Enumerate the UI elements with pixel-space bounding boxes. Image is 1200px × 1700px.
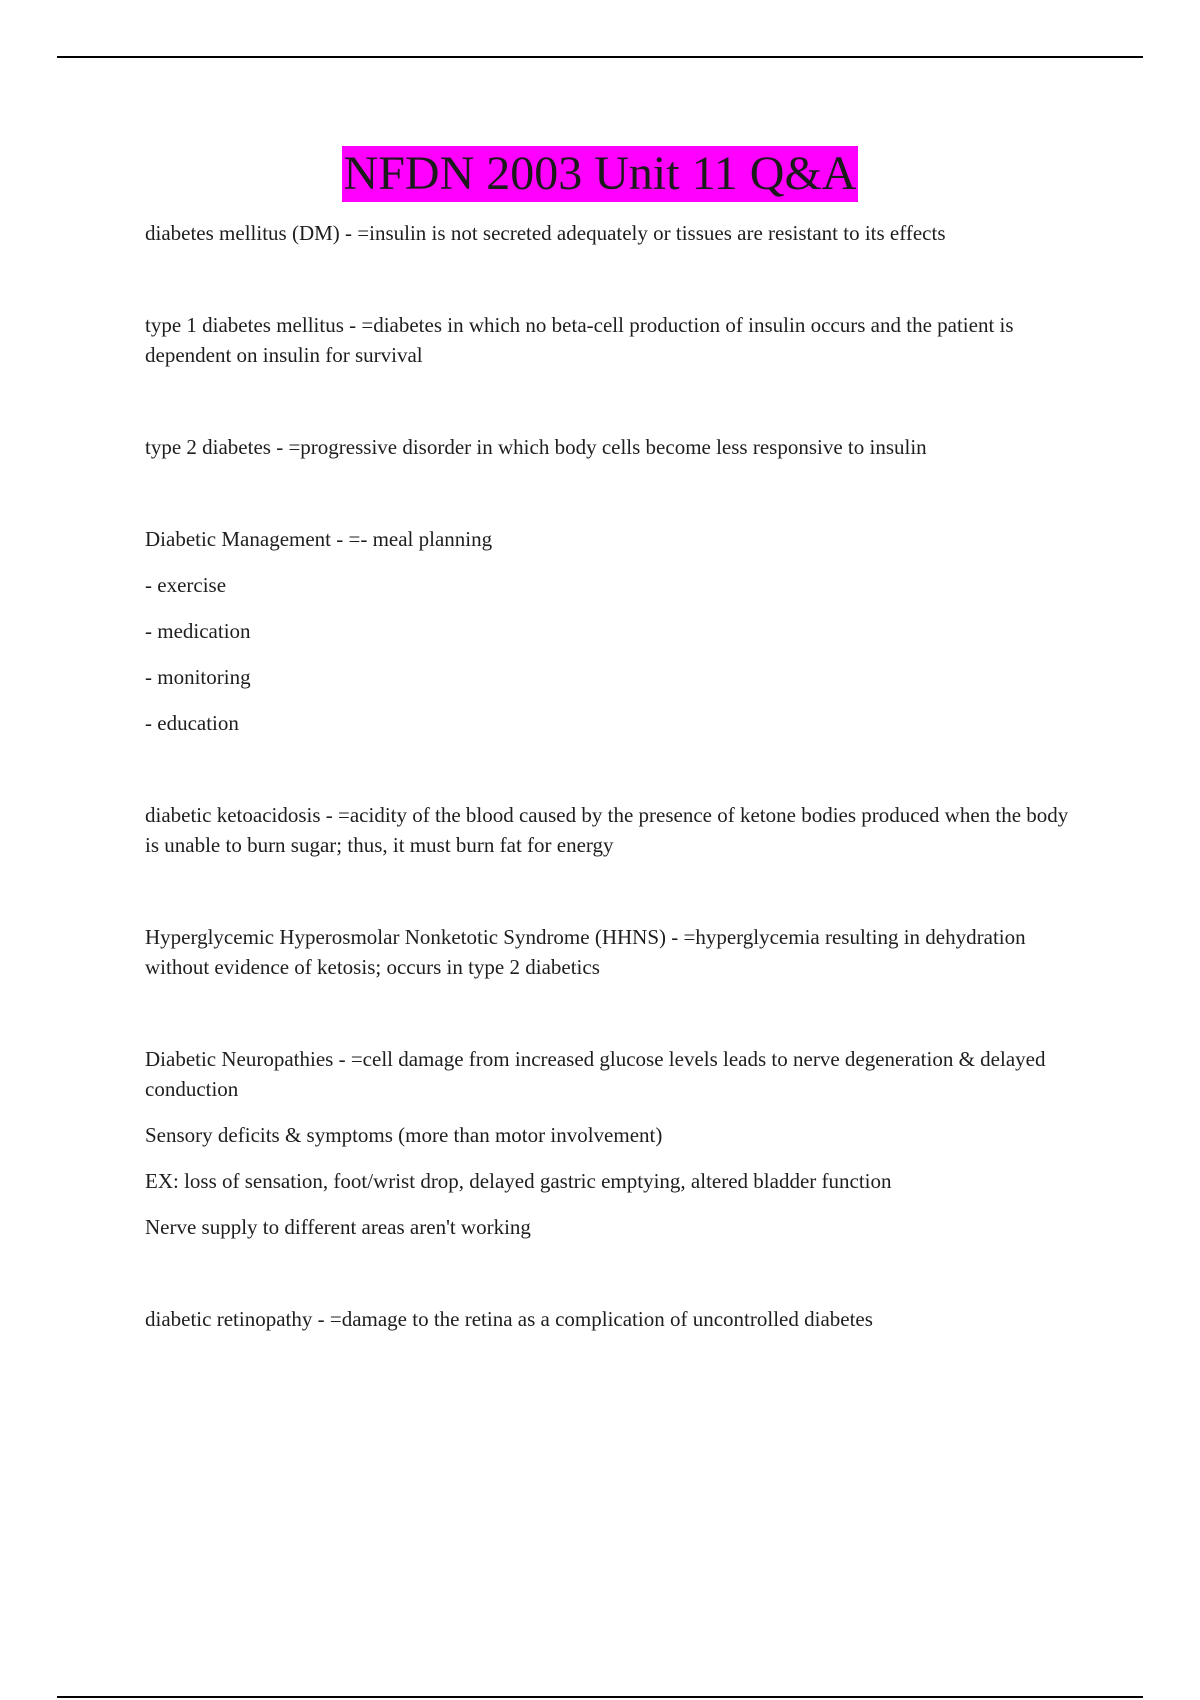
qa-entry-type1-diabetes: type 1 diabetes mellitus - =diabetes in which no beta-cell production of insulin occurs and the patient is dependent on insulin for survival (145, 313, 1014, 367)
qa-entry-hhns: Hyperglycemic Hyperosmolar Nonketotic Syndrome (HHNS) - =hyperglycemia resulting in dehydration without evidence of ketosis; occurs in type 2 diabetics (145, 925, 1026, 979)
page-title: NFDN 2003 Unit 11 Q&A (343, 147, 857, 200)
neuropathy-detail-sensory: Sensory deficits & symptoms (more than motor involvement) (145, 1123, 663, 1147)
neuropathy-detail-nerve-supply: Nerve supply to different areas aren't working (145, 1215, 531, 1239)
qa-entry-diabetic-neuropathies: Diabetic Neuropathies - =cell damage from increased glucose levels leads to nerve degeneration & delayed conduction (145, 1047, 1046, 1101)
qa-entry-diabetic-management: Diabetic Management - =- meal planning (145, 527, 493, 551)
management-item-monitoring: - monitoring (145, 665, 251, 689)
management-item-exercise: - exercise (145, 573, 227, 597)
neuropathy-detail-examples: EX: loss of sensation, foot/wrist drop, delayed gastric emptying, altered bladder function (145, 1169, 892, 1193)
qa-entry-diabetic-retinopathy: diabetic retinopathy - =damage to the retina as a complication of uncontrolled diabetes (145, 1307, 873, 1331)
bottom-rule (57, 1696, 1143, 1698)
qa-entry-type2-diabetes: type 2 diabetes - =progressive disorder in which body cells become less responsive to insulin (145, 435, 927, 459)
qa-content (145, 218, 1085, 1334)
qa-entry-diabetes-mellitus: diabetes mellitus (DM) - =insulin is not secreted adequately or tissues are resistant to its effects (145, 221, 946, 245)
management-item-medication: - medication (145, 619, 251, 643)
top-rule (57, 56, 1143, 58)
title-container (0, 146, 1200, 202)
management-item-education: - education (145, 711, 239, 735)
qa-entry-diabetic-ketoacidosis: diabetic ketoacidosis - =acidity of the blood caused by the presence of ketone bodies produced when the body is unable to burn sugar; thus, it must burn fat for energy (145, 803, 1069, 857)
